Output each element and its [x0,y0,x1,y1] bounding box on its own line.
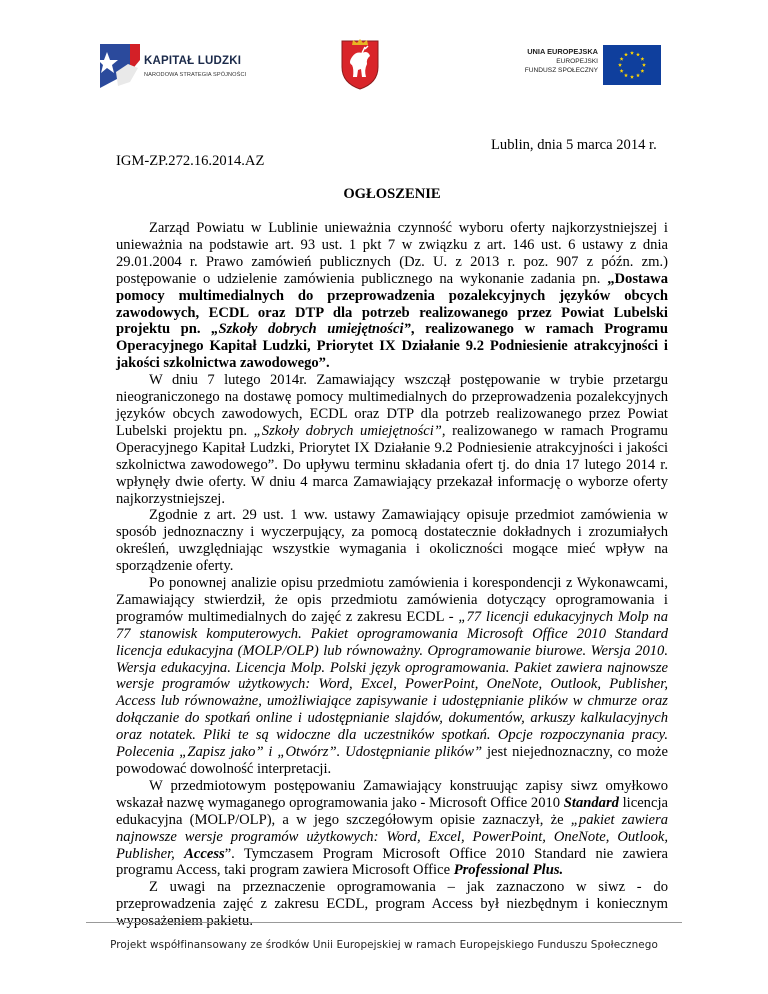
paragraph-4 [116,575,668,778]
text-run: Standard [563,794,619,811]
document-reference-number: IGM-ZP.272.16.2014.AZ [116,153,265,169]
page-header [0,0,768,110]
eu-logo-line2: EUROPEJSKI [556,57,598,65]
text-run: „Szkoły dobrych umiejętności” [211,321,411,338]
powiat-lubelski-crest-icon [338,37,382,91]
eu-efs-logo [486,47,661,97]
text-run: ”. Tymczasem Program Microsoft Office 2010 Standard nie zawiera programu Access, taki program zawiera Microsoft Office [116,845,669,879]
kapital-ludzki-logo [98,42,273,92]
text-run: licencja edukacyjna (MOLP/OLP), a w jego szczegółowym opisie zaznaczył, że [116,794,668,828]
eu-logo-line1: UNIA EUROPEJSKA [527,47,598,56]
kapital-ludzki-emblem-icon [98,42,142,90]
text-run: W przedmiotowym postępowaniu Zamawiający konstruując zapisy siwz omyłkowo wskazał nazwę wymaganego oprogramowania jako - Microsoft Office 2010 [116,777,668,811]
text-run: „pakiet zawiera najnowsze wersje programów użytkowych: Word, Excel, PowerPoint, OneNote, Outlook, Publisher, [116,811,668,862]
text-run: , realizowanego w ramach Programu Operacyjnego Kapitał Ludzki, Priorytet IX Działanie 9.2 Podniesienie atrakcyjności i jakości szkolnictwa zawodowego”. [116,321,668,372]
text-run: Zarząd Powiatu w Lublinie unieważnia czynność wyboru oferty najkorzystniejszej i unieważnia na podstawie art. 93 ust. 1 pkt 7 w związku z art. 146 ust. 6 ustawy z dnia 29.01.2004 r. Prawo zamówień publicznych (Dz. U. z 2013 r. poz. 907 z późn. zm.) postępowanie o udzielenie zamówienia publicznego na wykonanie zadania pn. [116,220,668,287]
paragraph-2 [116,372,668,507]
eu-logo-line3: FUNDUSZ SPOŁECZNY [524,67,598,75]
footer-text: Projekt współfinansowany ze środków Unii Europejskiej w ramach Europejskiego Funduszu Społecznego [110,939,658,951]
paragraph-3 [116,507,668,575]
text-run: , realizowanego w ramach Programu Operacyjnego Kapitał Ludzki, Priorytet IX Działanie 9.2 Podniesienie atrakcyjności i jakości szkolnictwa zawodowego”. Do upływu terminu składania ofert tj. do dnia 17 lutego 2014 r. wpłynęły dwie oferty. W dniu 4 marca Zamawiający przekazał informację o wyborze oferty najkorzystniejszej. [116,422,668,507]
paragraph-5 [116,778,668,879]
paragraph-1 [116,220,668,372]
document-title: OGŁOSZENIE [343,186,441,202]
text-run: „Szkoły dobrych umiejętności” [253,422,442,439]
text-run: W dniu 7 lutego 2014r. Zamawiający wszczął postępowanie w trybie przetargu nieograniczonego na dostawę pomocy multimedialnych do przeprowadzenia pozalekcyjnych języków obcych zawodowych, ECDL oraz DTP dla potrzeb realizowanego przez Powiat Lubelski projektu pn. [116,372,668,439]
eu-flag-icon [603,45,661,85]
kapital-ludzki-title: KAPITAŁ LUDZKI [144,55,242,67]
text-run: „77 licencji edukacyjnych Molp na 77 stanowisk komputerowych. Pakiet oprogramowania Microsoft Office 2010 Standard licencja edukacyjna (MOLP/OLP) lub równoważny. Oprogramowanie biurowe. Wersja 2010. Wersja edukacyjna. Licencja Molp. Polski język oprogramowania. Pakiet zawiera najnowsze wersje programów użytkowych: Word, Excel, PowerPoint, OneNote, Outlook, Publisher, Access lub równoważne, umożliwiające zapisywanie i udostępnianie plików w chmurze oraz dołączanie do spotkań online i udostępnianie slajdów, dokumentów, arkuszy kalkulacyjnych oraz notatek. Pliki te są widoczne dla uczestników spotkań. Opcje rozpoczynania pracy. Polecenia „Zapisz jako” i „Otwórz”. Udostępnianie plików” [116,608,668,761]
text-run: jest niejednoznaczny, co może powodować dowolność interpretacji. [116,744,668,777]
text-run: „Dostawa pomocy multimedialnych do przeprowadzenia pozalekcyjnych języków obcych zawodowych, ECDL oraz DTP dla potrzeb realizowanego przez Powiat Lubelski projektu pn. [116,270,668,338]
kapital-ludzki-subtitle: NARODOWA STRATEGIA SPÓJNOŚCI [144,72,247,78]
text-run: Zgodnie z art. 29 ust. 1 ww. ustawy Zamawiający opisuje przedmiot zamówienia w sposób jednoznaczny i wyczerpujący, za pomocą dostatecznie dokładnych i zrozumiałych określeń, uwzględniając wszystkie wymagania i okoliczności mogące mieć wpływ na sporządzenie oferty. [116,507,668,575]
footer-divider [86,922,682,923]
eu-efs-text [525,47,598,76]
text-run: Po ponownej analizie opisu przedmiotu zamówienia i korespondencji z Wykonawcami, Zamawiający stwierdził, że opis przedmiotu zamówienia dotyczący oprogramowania i programów multimedialnych do zajęć z zakresu ECDL - [116,575,668,625]
document-date: Lublin, dnia 5 marca 2014 r. [491,137,657,153]
text-run: Access [184,845,225,862]
text-run: Z uwagi na przeznaczenie oprogramowania – jak zaznaczono w siwz - do przeprowadzenia zajęć z zakresu ECDL, program Access był niezbędnym i koniecznym wyposażeniem pakietu. [116,879,668,930]
text-run: Professional Plus. [453,862,564,879]
document-body [116,220,668,930]
